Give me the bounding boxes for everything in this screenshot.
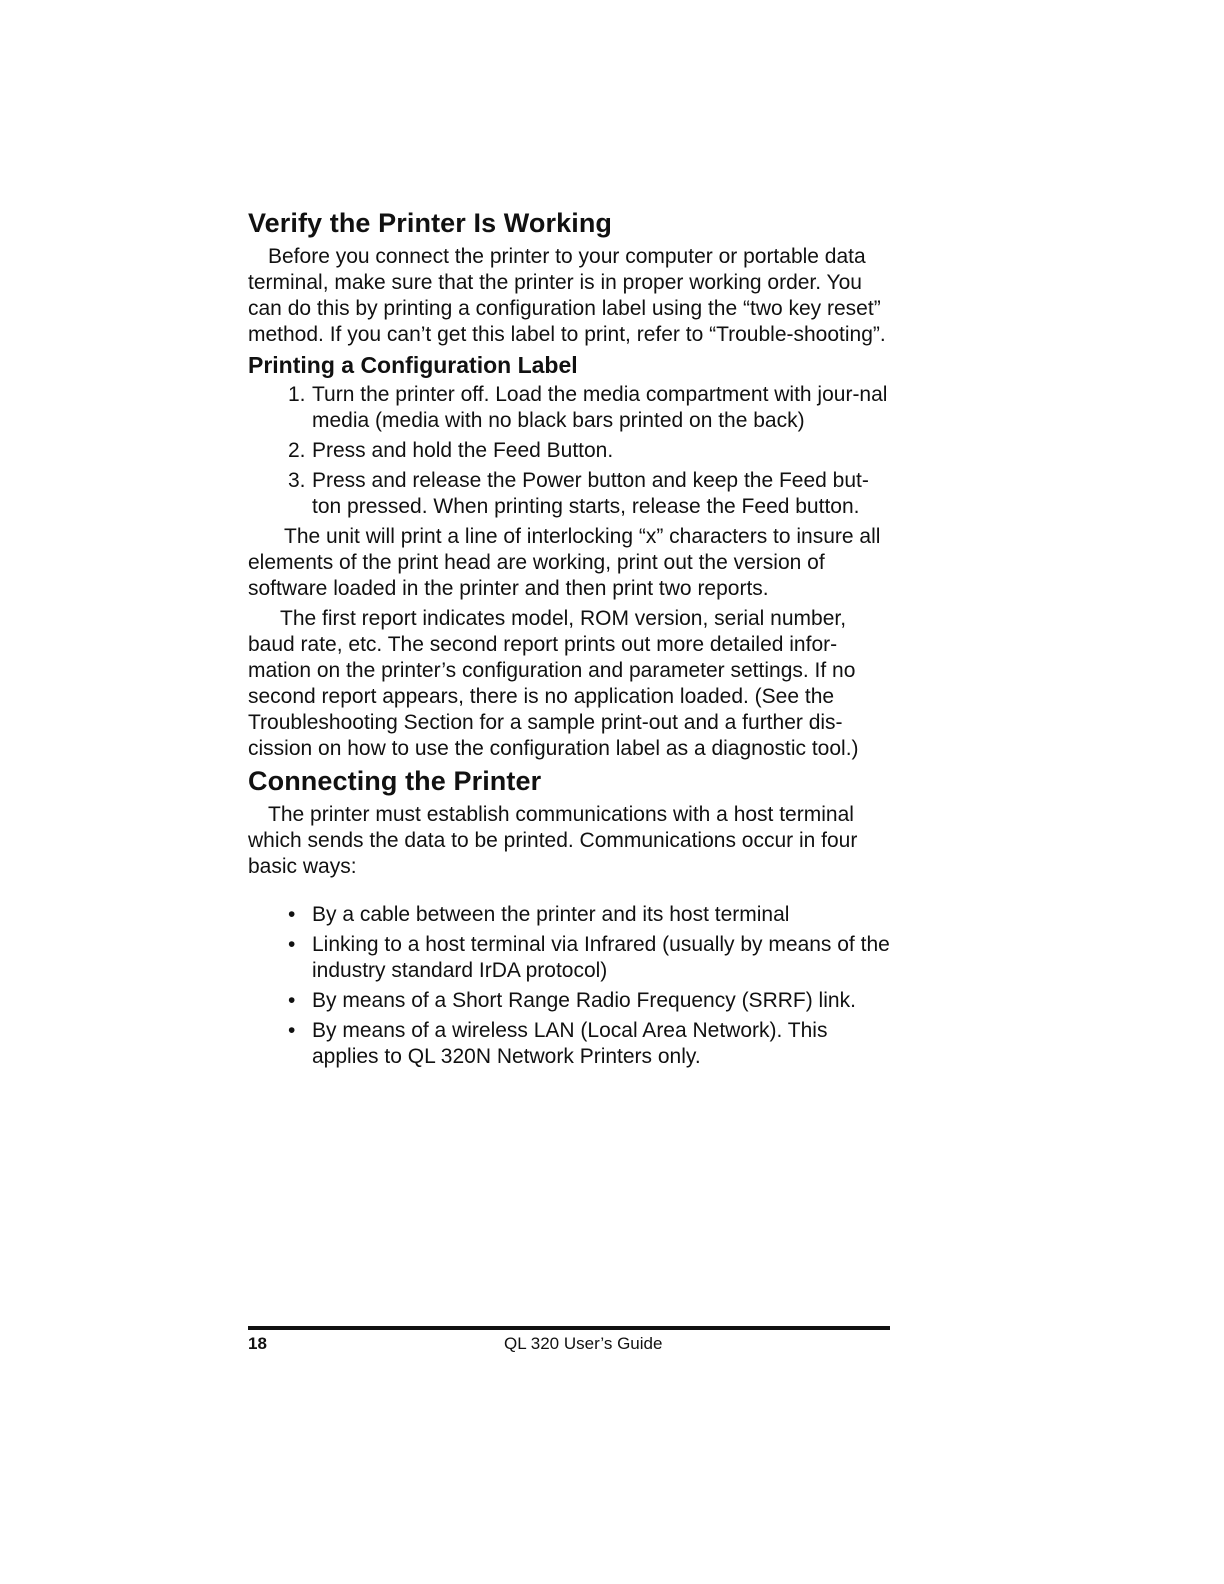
way-text: By means of a wireless LAN (Local Area Network). This applies to QL 320N Network Printers only.: [312, 1019, 828, 1068]
section-heading-connecting: Connecting the Printer: [248, 766, 542, 796]
list-item: [248, 932, 890, 984]
list-item: [248, 988, 890, 1014]
page-content: [248, 206, 890, 1074]
way-text: Linking to a host terminal via Infrared (usually by means of the industry standard IrDA protocol): [312, 933, 890, 982]
bullet-icon: •: [288, 903, 296, 926]
bullet-icon: •: [288, 989, 296, 1012]
config-steps-list: [248, 382, 890, 520]
list-item: [248, 902, 890, 928]
bullet-icon: •: [288, 933, 296, 956]
verify-intro-paragraph: Before you connect the printer to your computer or portable data terminal, make sure that the printer is in proper working order. You can do this by printing a configuration label using the “two key reset” method. If you can’t get this label to print, refer to “Trouble-shooting”.: [248, 245, 886, 346]
way-text: By a cable between the printer and its host terminal: [312, 903, 790, 926]
step-text: Press and hold the Feed Button.: [312, 439, 614, 462]
step-text: Turn the printer off. Load the media compartment with jour-nal media (media with no black bars printed on the back): [312, 383, 888, 432]
way-text: By means of a Short Range Radio Frequency (SRRF) link.: [312, 989, 856, 1012]
step-text: Press and release the Power button and keep the Feed but-ton pressed. When printing starts, release the Feed button.: [312, 469, 869, 518]
reports-description-paragraph: The first report indicates model, ROM version, serial number, baud rate, etc. The second report prints out more detailed infor-mation on the printer’s configuration and parameter settings. If no second report appears, there is no application loaded. (See the Troubleshooting Section for a sample print-out and a further dis-cission on how to use the configuration label as a diagnostic tool.): [248, 607, 859, 760]
list-item: [248, 382, 890, 434]
page-number: 18: [248, 1334, 267, 1353]
list-item: [248, 468, 890, 520]
list-item: [248, 1018, 890, 1070]
step-number: 1.: [288, 383, 306, 406]
footer-doc-title: QL 320 User’s Guide: [504, 1334, 663, 1353]
step-number: 3.: [288, 469, 306, 492]
subsection-heading-config-label: Printing a Configuration Label: [248, 352, 578, 378]
communication-ways-list: [248, 902, 890, 1070]
connecting-intro-paragraph: The printer must establish communications with a host terminal which sends the data to be printed. Communications occur in four basic ways:: [248, 803, 858, 878]
bullet-icon: •: [288, 1019, 296, 1042]
section-heading-verify: Verify the Printer Is Working: [248, 208, 612, 238]
footer-divider: [248, 1326, 890, 1330]
print-description-paragraph: The unit will print a line of interlocking “x” characters to insure all elements of the print head are working, print out the version of software loaded in the printer and then print two reports.: [248, 525, 881, 600]
list-item: [248, 438, 890, 464]
step-number: 2.: [288, 439, 306, 462]
